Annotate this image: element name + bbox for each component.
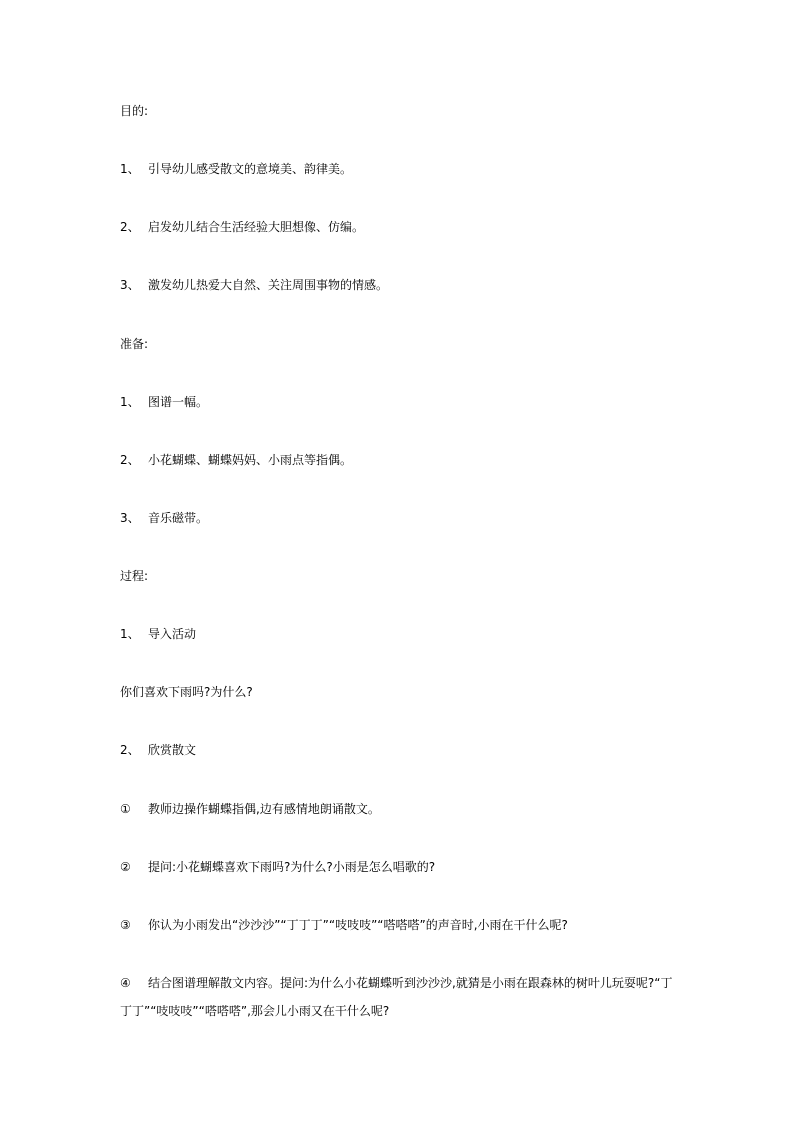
sub-item-number: ② <box>120 860 131 874</box>
sub-item-2 <box>120 859 683 875</box>
sub-item-number: ① <box>120 802 131 816</box>
sub-item-1 <box>120 801 683 817</box>
prep-item-3 <box>120 510 683 526</box>
aim-item-2 <box>120 219 683 235</box>
prep-item-1 <box>120 394 683 410</box>
prep-item-text: 音乐磁带。 <box>148 511 209 525</box>
aim-item-number: 2、 <box>120 220 140 234</box>
step-number: 1、 <box>120 627 140 641</box>
aim-item-text: 激发幼儿热爱大自然、关注周围事物的情感。 <box>148 278 389 292</box>
aim-item-text: 启发幼儿结合生活经验大胆想像、仿编。 <box>148 220 365 234</box>
step-1-question: 你们喜欢下雨吗?为什么? <box>120 685 253 699</box>
aim-item-1 <box>120 161 683 177</box>
step-text: 欣赏散文 <box>148 743 197 757</box>
prep-item-text: 小花蝴蝶、蝴蝶妈妈、小雨点等指偶。 <box>148 453 353 467</box>
prep-item-text: 图谱一幅。 <box>148 395 209 409</box>
aim-item-3 <box>120 277 683 293</box>
prep-heading: 准备: <box>120 337 149 351</box>
sub-item-text: 你认为小雨发出“沙沙沙”“丁丁丁”“吱吱吱”“嗒嗒嗒”的声音时,小雨在干什么呢? <box>148 918 568 932</box>
step-text: 导入活动 <box>148 627 197 641</box>
aim-item-number: 1、 <box>120 162 140 176</box>
sub-item-number: ④ <box>120 976 131 990</box>
sub-item-number: ③ <box>120 918 131 932</box>
sub-item-text: 结合图谱理解散文内容。提问:为什么小花蝴蝶听到沙沙沙,就猜是小雨在跟森林的树叶儿玩耍呢?“丁丁丁”“吱吱吱”“嗒嗒嗒”,那会儿小雨又在干什么呢? <box>120 976 673 1018</box>
sub-item-text: 提问:小花蝴蝶喜欢下雨吗?为什么?小雨是怎么唱歌的? <box>148 860 436 874</box>
prep-item-number: 1、 <box>120 395 140 409</box>
process-heading: 过程: <box>120 569 149 583</box>
prep-item-2 <box>120 452 683 468</box>
sub-item-3 <box>120 917 683 933</box>
step-2 <box>120 742 683 758</box>
aim-heading: 目的: <box>120 104 149 118</box>
aim-item-number: 3、 <box>120 278 140 292</box>
step-number: 2、 <box>120 743 140 757</box>
aim-item-text: 引导幼儿感受散文的意境美、韵律美。 <box>148 162 353 176</box>
sub-item-4 <box>120 969 683 1025</box>
prep-item-number: 3、 <box>120 511 140 525</box>
prep-item-number: 2、 <box>120 453 140 467</box>
sub-item-text: 教师边操作蝴蝶指偶,边有感情地朗诵散文。 <box>148 802 380 816</box>
step-1 <box>120 626 683 642</box>
